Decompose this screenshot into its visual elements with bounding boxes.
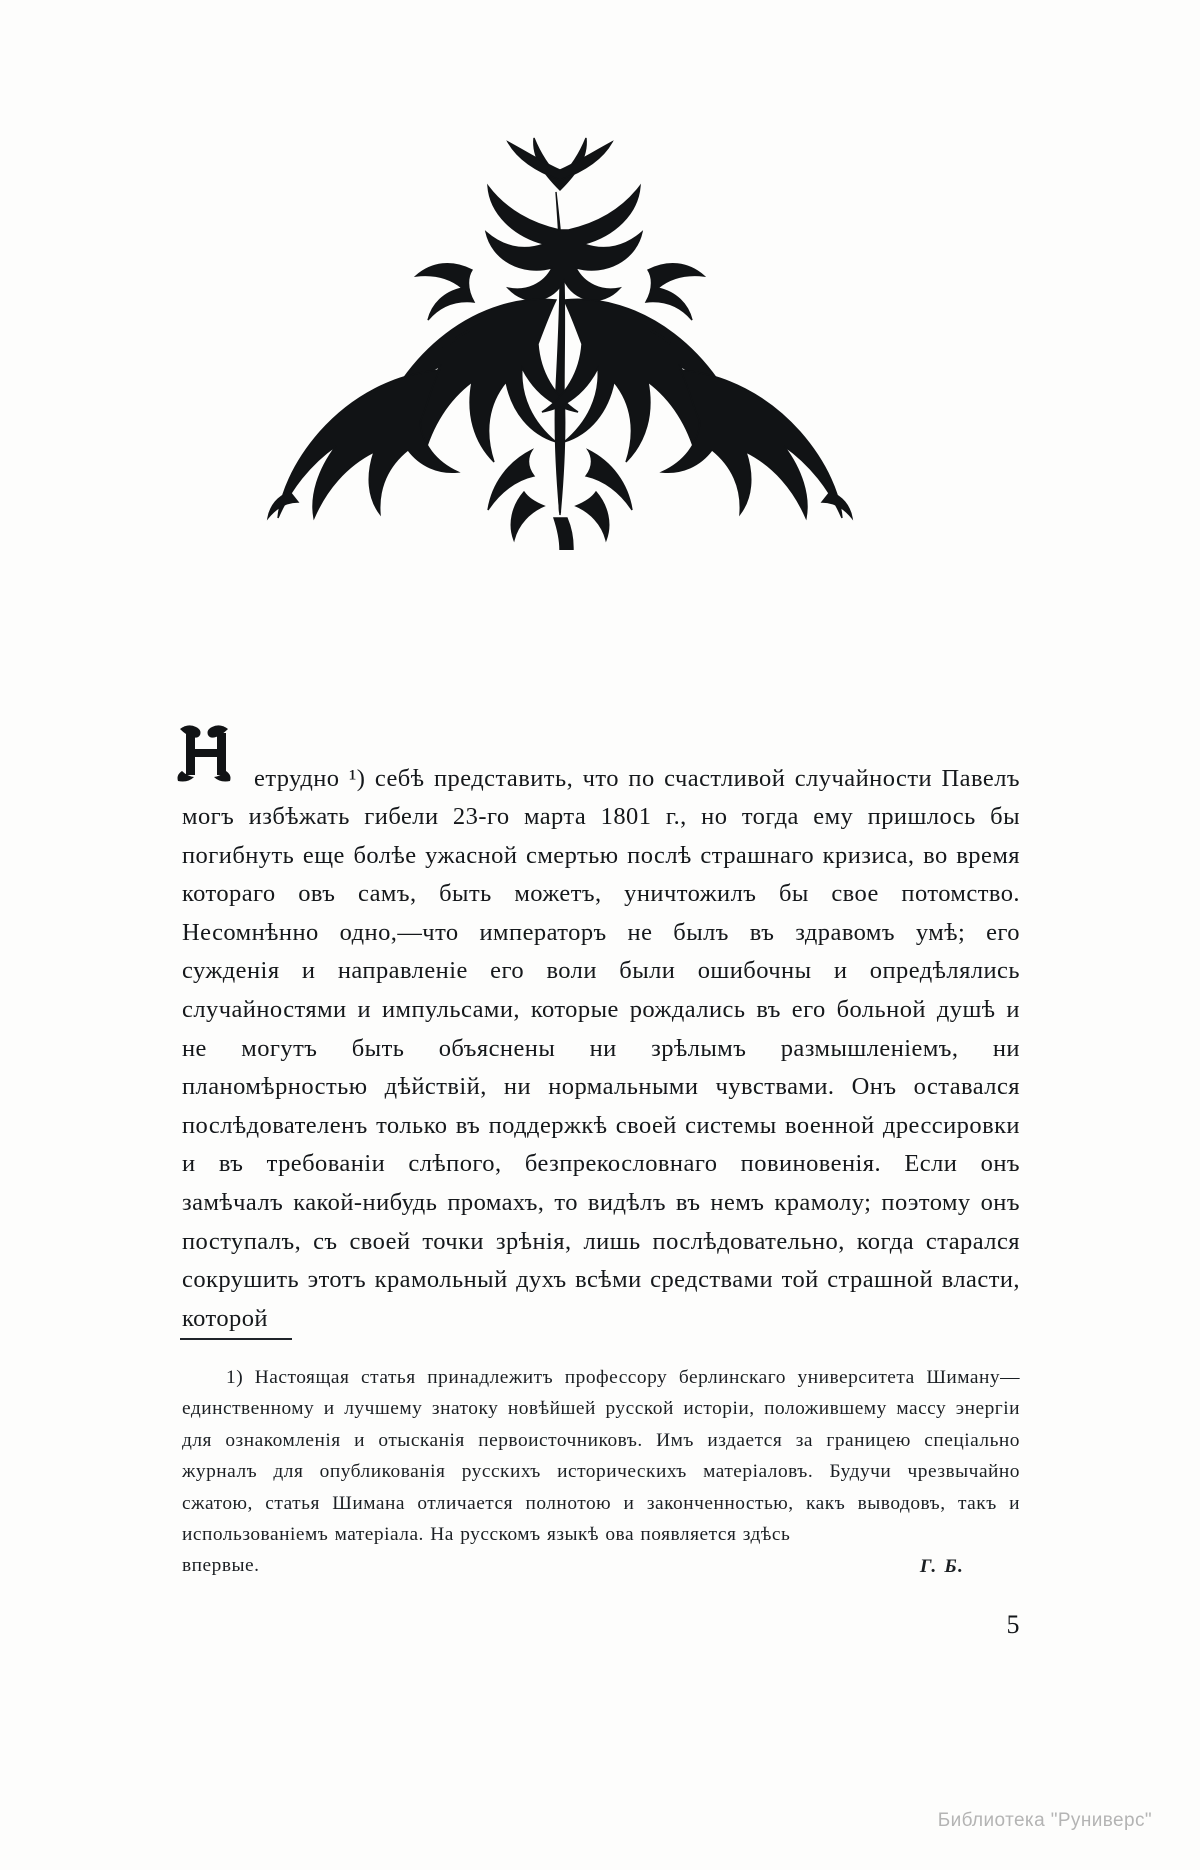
footnote-marker: 1) [226, 1367, 244, 1388]
floral-headpiece-ornament [140, 120, 980, 550]
library-watermark: Библиотека "Руниверс" [937, 1810, 1152, 1831]
footnote-signature: Г. Б. [919, 1555, 964, 1577]
footnote-text: Настоящая статья принадлежитъ профессору берлинскаго университета Шиману—единственному и лучшему знатоку новѣйшей русской исторіи, положившему массу энергіи для ознакомленія и отысканія первоисточниковъ. Имъ издается за границею спеціально журналъ для опубликованія русскихъ историческихъ матеріаловъ. Будучи чрезвычайно сжатою, статья Шимана отличается полнотою и законченностью, какъ выводовъ, такъ и использованіемъ матеріала. На русскомъ языкѣ ова появляется здѣсь [182, 1367, 1020, 1546]
body-text-block [182, 735, 1020, 1363]
footnote-last-line: впервые. [182, 1555, 260, 1577]
main-paragraph: етрудно ¹) себѣ представить, что по счастливой случайности Павелъ могъ избѣжать гибели 23-го марта 1801 г., но тогда ему пришлось бы погибнуть еще болѣе ужасной смертью послѣ страшнаго кризиса, во время котораго овъ самъ, быть можетъ, уничтожилъ бы свое потомство. Несомнѣнно одно,—что императоръ не былъ въ здравомъ умѣ; его сужденія и направленіе его воли были ошибочны и опредѣлялись случайностями и импульсами, которые рождались въ его больной душѣ и не могутъ быть объяснены ни зрѣлымъ размышленіемъ, ни планомѣрностью дѣйствій, ни нормальными чувствами. Онъ оставался послѣдователенъ только въ поддержкѣ своей системы военной дрессировки и въ требованіи слѣпого, безпрекословнаго повиновенія. Если онъ замѣчалъ какой-нибудь промахъ, то видѣлъ въ немъ крамолу; поэтому онъ поступалъ, съ своей точки зрѣнія, лишь послѣдовательно, когда старался сокрушить этотъ крамольный духъ всѣми средствами той страшной власти, которой [182, 764, 1020, 1332]
footnote-block [182, 1362, 1020, 1582]
footnote-separator [180, 1338, 292, 1340]
page-number: 5 [1006, 1610, 1020, 1639]
